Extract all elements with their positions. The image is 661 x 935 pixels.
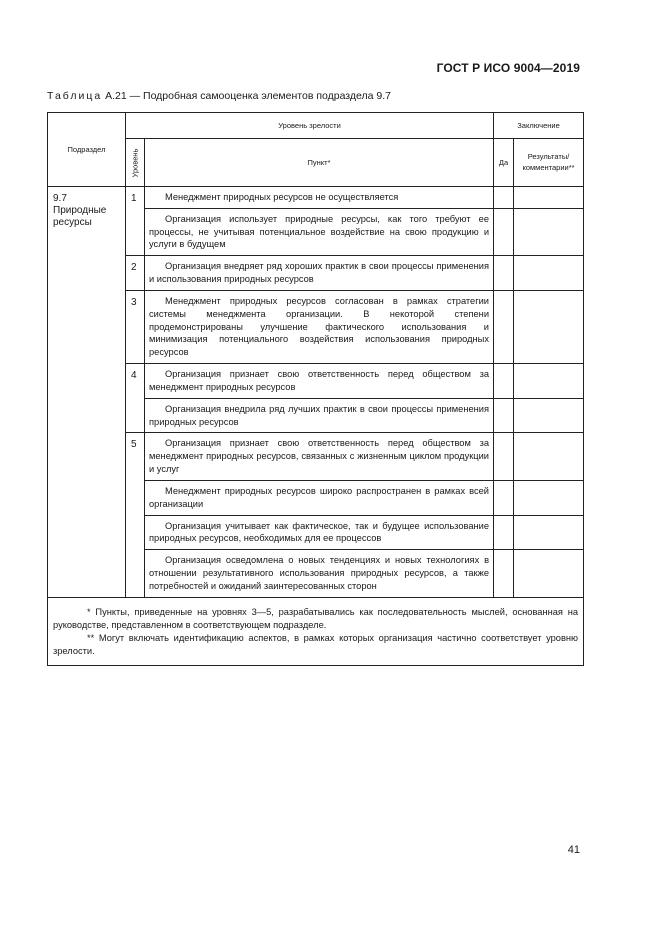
- item-cell: Менеджмент природных ресурсов не осуществляется: [145, 187, 494, 209]
- table-caption: [47, 90, 391, 102]
- notes-row: [48, 597, 584, 666]
- table-row: [48, 256, 584, 291]
- item-cell: Организация использует природные ресурсы, как того требуют ее процессы, не учитывая потенциальное воздействие на свою продукцию и услуги в будущем: [145, 208, 494, 255]
- item-cell: Организация учитывает как фактическое, так и будущее использование природных ресурсов, необходимых для ее процессов: [145, 515, 494, 550]
- table-row: [48, 433, 584, 480]
- yes-cell: [494, 364, 514, 399]
- results-cell: [514, 208, 584, 255]
- caption-text: А.21 — Подробная самооценка элементов подраздела 9.7: [102, 90, 391, 102]
- yes-cell: [494, 208, 514, 255]
- table-row: [48, 187, 584, 209]
- results-cell: [514, 290, 584, 363]
- yes-cell: [494, 433, 514, 480]
- level-number: 5: [126, 433, 145, 597]
- yes-cell: [494, 550, 514, 597]
- yes-cell: [494, 398, 514, 433]
- col-subsection-header: Подраздел: [48, 113, 126, 187]
- item-cell: Организация внедряет ряд хороших практик в свои процессы применения и использования природных ресурсов: [145, 256, 494, 291]
- item-cell: Организация внедрила ряд лучших практик в свои процессы применения природных ресурсов: [145, 398, 494, 433]
- table-row: [48, 290, 584, 363]
- results-cell: [514, 398, 584, 433]
- table-notes: [48, 597, 584, 666]
- col-results-header: Результаты/ комментарии**: [514, 139, 584, 187]
- results-cell: [514, 480, 584, 515]
- item-cell: Организация признает свою ответственность перед обществом за менеджмент природных ресурсов, связанных с жизненным циклом продукции и услуг: [145, 433, 494, 480]
- results-cell: [514, 187, 584, 209]
- maturity-level-header: Уровень зрелости: [126, 113, 494, 139]
- col-level-label: Уровень: [130, 148, 140, 177]
- item-cell: Менеджмент природных ресурсов согласован в рамках стратегии системы менеджмента организации. В некоторой степени продемонстрированы улучшение фактического использования и минимизация потенциального воздействия использования природных ресурсов: [145, 290, 494, 363]
- footnote: ** Могут включать идентификацию аспектов, в рамках которых организация частично соответствует уровню зрелости.: [53, 633, 579, 657]
- table-row: [48, 364, 584, 399]
- page-number: 41: [567, 844, 580, 856]
- yes-cell: [494, 290, 514, 363]
- yes-cell: [494, 187, 514, 209]
- item-cell: Организация осведомлена о новых тенденциях и новых технологиях в отношении результативного использования природных ресурсов, а также потребностей и ожиданий заинтересованных сторон: [145, 550, 494, 597]
- item-cell: Менеджмент природных ресурсов широко распространен в рамках всей организации: [145, 480, 494, 515]
- yes-cell: [494, 480, 514, 515]
- level-number: 3: [126, 290, 145, 363]
- item-cell: Организация признает свою ответственность перед обществом за менеджмент природных ресурсов: [145, 364, 494, 399]
- footnote: * Пункты, приведенные на уровнях 3—5, разрабатывались как последовательность мыслей, основанная на руководстве, представленном в соответствующем подразделе.: [53, 606, 579, 630]
- caption-prefix: Таблица: [47, 90, 103, 102]
- results-cell: [514, 433, 584, 480]
- col-item-header: Пункт*: [145, 139, 494, 187]
- yes-cell: [494, 515, 514, 550]
- level-number: 2: [126, 256, 145, 291]
- document-header: ГОСТ Р ИСО 9004—2019: [436, 61, 580, 75]
- level-number: 1: [126, 187, 145, 256]
- subsection-cell: 9.7 Природные ресурсы: [48, 187, 126, 598]
- self-assessment-table: [47, 112, 584, 666]
- conclusion-header: Заключение: [494, 113, 584, 139]
- results-cell: [514, 550, 584, 597]
- col-level-header: [126, 139, 145, 187]
- level-number: 4: [126, 364, 145, 433]
- results-cell: [514, 364, 584, 399]
- yes-cell: [494, 256, 514, 291]
- results-cell: [514, 515, 584, 550]
- results-cell: [514, 256, 584, 291]
- col-yes-header: Да: [494, 139, 514, 187]
